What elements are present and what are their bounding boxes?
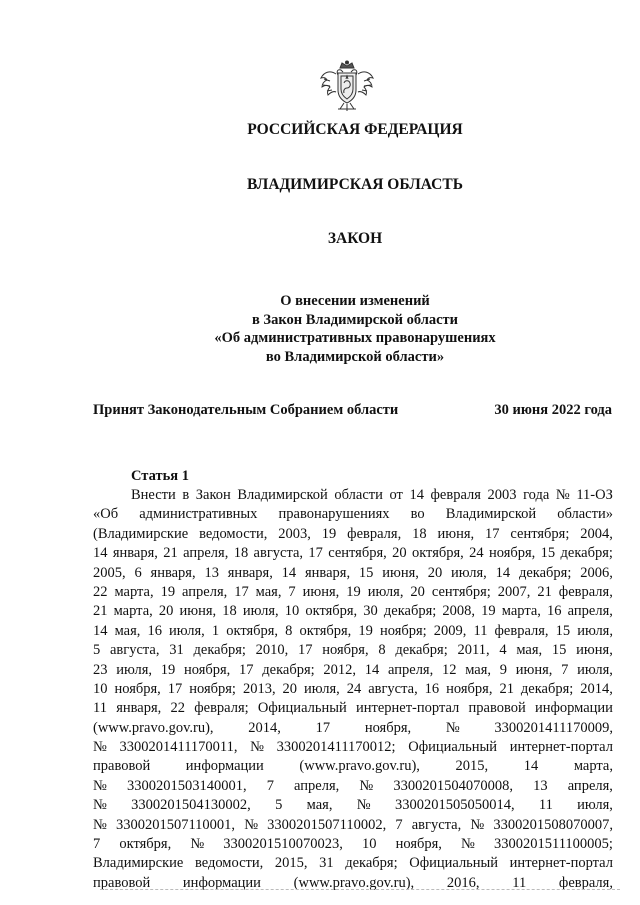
article-text-word: декабря;	[560, 545, 613, 562]
article-text-word: января,	[112, 545, 158, 562]
article-text-word: августа,	[411, 816, 462, 833]
article-text-word: 17	[315, 719, 331, 736]
article-text-word: июля,	[577, 661, 613, 678]
article-text-word: 21	[163, 545, 178, 562]
article-text-word: марта,	[114, 583, 154, 600]
article-text-word: 10	[93, 680, 108, 697]
article-text-word: 2007,	[497, 583, 531, 600]
article-text-line	[93, 680, 613, 699]
article-text-word: 19	[321, 525, 337, 542]
article-text-word: 20	[410, 583, 425, 600]
article-text-word: 18	[412, 525, 427, 542]
article-text-word: (www.pravo.gov.ru),	[93, 719, 214, 736]
article-text-word: правонарушениях	[278, 506, 390, 523]
article-text-word: 15	[540, 545, 556, 562]
article-text-word: ноября,	[488, 545, 536, 562]
article-text-word: мая,	[465, 661, 492, 678]
article-text-word: №	[470, 816, 485, 833]
article-text-word: июля,	[367, 583, 404, 600]
article-text-word: декабря;	[520, 680, 574, 697]
article-text-word: №	[93, 777, 107, 794]
article-heading: Статья 1	[131, 468, 189, 484]
article-text-word: октября,	[226, 622, 279, 639]
article-text-word: 2013,	[242, 680, 276, 697]
article-text-word: 7	[561, 661, 569, 678]
article-text-word: мая,	[306, 797, 333, 814]
article-text-word: ноября;	[189, 680, 236, 697]
article-text-word: №	[93, 797, 107, 814]
law-title-line: во Владимирской области»	[265, 348, 445, 365]
article-text-word: «Об	[93, 506, 119, 523]
article-text-word: 3300201510070023,	[223, 836, 343, 853]
article-text-word: 20	[158, 603, 174, 620]
article-text-word: февраля	[430, 487, 481, 503]
article-text-line	[93, 564, 613, 583]
article-text-word: 2006,	[580, 564, 613, 581]
article-text-word: 17	[234, 583, 249, 600]
article-text-word: 2010,	[255, 642, 289, 659]
article-text-word: 14	[495, 564, 511, 581]
article-text-line	[93, 874, 613, 893]
article-text-word: октября,	[305, 603, 358, 620]
article-text-word: ноября,	[322, 642, 369, 659]
article-text-word: февраля;	[194, 700, 249, 717]
article-text-word: 3300201505050014,	[394, 797, 515, 814]
article-text-word: 21	[537, 583, 552, 600]
article-text-word: июня,	[515, 661, 553, 678]
article-text-line	[93, 661, 613, 680]
article-text-word: во	[410, 506, 425, 523]
article-text-line	[93, 835, 613, 854]
article-text-word: марта,	[573, 758, 613, 775]
article-text-word: октября,	[119, 836, 172, 853]
article-text-word: мая,	[114, 622, 141, 639]
article-text-word: апреля,	[294, 777, 340, 794]
article-text-word: сентября;	[510, 525, 570, 542]
article-text-word: Владимирские	[93, 855, 184, 872]
article-text-word: 14	[364, 661, 380, 678]
article-text-word: 17	[485, 525, 500, 542]
article-text-word: 23	[93, 661, 108, 678]
article-text-word: 19	[481, 603, 496, 620]
article-text-word: 24	[469, 545, 484, 562]
article-text-word: декабря;	[193, 642, 246, 659]
article-text-word: 2011,	[457, 642, 490, 659]
article-text-word: 15	[551, 642, 567, 659]
article-text-word: 11-ОЗ	[576, 487, 613, 503]
article-text-word: Официальный	[409, 855, 499, 872]
article-text-word: 11	[538, 797, 553, 814]
article-text-word: №	[250, 739, 264, 756]
article-text-word: 19	[346, 583, 361, 600]
article-text-word: 2015,	[274, 855, 308, 872]
article-text-word: №	[93, 816, 107, 833]
article-text-word: 7	[288, 583, 296, 600]
article-text-word: июня,	[382, 564, 419, 581]
article-text-line	[93, 757, 613, 776]
adoption-line	[93, 402, 612, 419]
article-text-word: 20	[427, 564, 443, 581]
article-text-word: ноября;	[379, 622, 427, 639]
article-text-word: 3300201411170009,	[494, 719, 613, 736]
article-text-word: октября,	[411, 545, 464, 562]
article-text-word: 2016,	[446, 874, 480, 891]
article-text-word: в	[182, 487, 190, 503]
article-text-word: 4	[499, 642, 507, 659]
article-text-word: 14	[281, 564, 297, 581]
article-text-line	[93, 505, 613, 524]
article-text-word: административных	[139, 506, 258, 523]
article-text-word: июля,	[242, 603, 279, 620]
federation-heading: РОССИЙСКАЯ ФЕДЕРАЦИЯ	[247, 121, 463, 138]
article-text-word: 2015,	[455, 758, 489, 775]
article-text-word: ноября,	[395, 836, 442, 853]
article-text-word: 2008,	[442, 603, 476, 620]
article-text-word: 2003,	[278, 525, 311, 542]
article-text-line	[93, 641, 613, 660]
article-text-word: 21	[499, 680, 514, 697]
article-text-word: 2014,	[580, 680, 613, 697]
article-text-word: 31	[169, 642, 184, 659]
article-text-word: 11	[473, 622, 488, 639]
article-text-word: ведомости,	[199, 525, 268, 542]
article-text-word: области	[334, 487, 383, 503]
article-text-word: 3300201411170012;	[276, 739, 396, 756]
article-text-word: июня,	[302, 583, 340, 600]
article-text-word: правовой	[468, 700, 526, 717]
article-text-word: июля,	[169, 622, 205, 639]
article-text-word: мая,	[255, 583, 282, 600]
article-text-word: 10	[284, 603, 300, 620]
article-text-line	[93, 854, 613, 873]
article-text-word: декабря;	[345, 855, 398, 872]
article-text-word: №	[445, 719, 460, 736]
article-text-word: информации	[185, 758, 264, 775]
article-text-word: 13	[533, 777, 548, 794]
article-text-word: (www.pravo.gov.ru),	[299, 758, 420, 775]
article-text-word: 3300201507110002,	[267, 816, 387, 833]
article-text-word: 17	[308, 545, 323, 562]
article-text-word: 31	[319, 855, 334, 872]
article-text-word: 17	[167, 680, 183, 697]
article-text-word: 2014,	[248, 719, 281, 736]
article-text-word: №	[555, 487, 570, 503]
article-text-line	[93, 816, 613, 835]
article-text-word: 21	[93, 603, 108, 620]
article-text-word: ноября,	[183, 661, 231, 678]
article-text-word: правовой	[93, 874, 151, 891]
article-text-line	[93, 699, 613, 718]
law-heading: ЗАКОН	[327, 230, 383, 247]
article-text-word: 19	[160, 661, 176, 678]
adoption-date: 30 июня 2022 года	[494, 402, 612, 418]
article-text-word: 17	[298, 642, 313, 659]
article-text-word: 11	[93, 700, 107, 717]
article-text-line	[93, 622, 613, 641]
article-text-word: декабря;	[395, 642, 448, 659]
article-text-line	[93, 738, 613, 757]
article-text-word: 24	[346, 680, 362, 697]
article-text-word: 11	[512, 874, 527, 891]
article-text-word: 16	[147, 622, 162, 639]
article-text-word: 6	[134, 564, 142, 581]
article-text-word: №	[93, 739, 107, 756]
article-text-word: 17	[239, 661, 254, 678]
article-text-word: марта,	[113, 603, 153, 620]
article-text-word: 14	[93, 622, 108, 639]
article-text-word: апреля,	[183, 545, 229, 562]
article-text-word: июля,	[577, 622, 613, 639]
article-text-word: апреля,	[182, 583, 228, 600]
region-heading: ВЛАДИМИРСКАЯ ОБЛАСТЬ	[247, 176, 463, 193]
article-text-word: февраля,	[558, 874, 613, 891]
article-text-word: июля,	[116, 661, 152, 678]
article-text-word: ноября,	[446, 680, 493, 697]
article-text-word: января,	[305, 564, 351, 581]
article-text-word: ноября,	[364, 719, 412, 736]
article-text-word: Владимирской	[237, 487, 328, 503]
article-text-word: Официальный	[257, 700, 347, 717]
article-text-word: 30	[363, 603, 378, 620]
adoption-text: Принят Законодательным Собранием области	[93, 402, 399, 418]
article-text-word: июня,	[437, 525, 475, 542]
article-text-line	[93, 583, 613, 602]
article-text-word: 2003	[487, 487, 517, 503]
article-text-word: 16	[424, 680, 440, 697]
article-text-word: года	[523, 487, 550, 503]
article-text-word: 5	[93, 642, 101, 659]
article-text-line	[93, 719, 613, 738]
article-text-word: 15	[358, 564, 374, 581]
article-text-word: ведомости,	[194, 855, 264, 872]
article-text-word: августа,	[253, 545, 304, 562]
article-text-word: февраля,	[494, 622, 549, 639]
article-text-line	[93, 544, 613, 563]
article-text-word: 8	[285, 622, 293, 639]
article-text-word: апреля,	[567, 777, 613, 794]
law-title-line: «Об административных правонарушениях	[214, 330, 496, 346]
article-text-word: января,	[116, 700, 162, 717]
article-text-word: (www.pravo.gov.ru),	[293, 874, 415, 891]
article-text-word: информации	[182, 874, 261, 891]
article-text-word: от	[389, 487, 403, 503]
article-text-word: апреля,	[388, 661, 434, 678]
article-text-word: февраля,	[558, 583, 613, 600]
article-text-line	[93, 602, 613, 621]
article-text-line	[93, 486, 613, 505]
article-text-word: декабря;	[518, 564, 572, 581]
article-text-word: августа,	[368, 680, 418, 697]
article-text-word: июля,	[451, 564, 487, 581]
article-text-word: интернет-портал	[509, 739, 613, 756]
article-text-word: октября,	[299, 622, 352, 639]
article-text-word: 5	[275, 797, 283, 814]
article-text-word: сентября,	[328, 545, 387, 562]
article-text-line	[93, 525, 613, 544]
article-text-word: 2012,	[323, 661, 357, 678]
article-text-word: 3300201411170011,	[119, 739, 238, 756]
article-text-word: 3300201508070007,	[493, 816, 613, 833]
article-text-word: июля,	[577, 797, 613, 814]
article-text-word: 13	[204, 564, 219, 581]
article-body	[93, 486, 613, 893]
article-text-word: 1	[211, 622, 220, 639]
article-text-word: 3300201507110001,	[115, 816, 236, 833]
article-text-word: июня,	[576, 642, 613, 659]
article-text-word: 2009,	[433, 622, 467, 639]
coat-of-arms-emblem	[318, 60, 376, 112]
article-text-word: декабря;	[262, 661, 315, 678]
law-title-line: О внесении изменений	[280, 293, 430, 309]
article-text-word: апреля,	[567, 603, 613, 620]
article-text-word: Закон	[195, 487, 231, 503]
article-text-word: №	[461, 836, 475, 853]
article-text-word: правовой	[93, 758, 151, 775]
article-text-word: 18	[222, 603, 237, 620]
article-text-word: 15	[555, 622, 571, 639]
article-text-word: 14	[93, 545, 108, 562]
article-text-word: июня,	[179, 603, 217, 620]
article-text-word: 7	[395, 816, 403, 833]
article-text-word: 16	[547, 603, 562, 620]
article-text-word: декабря;	[383, 603, 437, 620]
article-text-line	[93, 796, 613, 815]
article-text-word: №	[356, 797, 371, 814]
article-text-word: Внести	[131, 487, 176, 503]
article-text-word: интернет-портал	[509, 855, 613, 872]
article-text-word: 22	[93, 583, 108, 600]
article-text-word: 9	[499, 661, 507, 678]
article-text-word: мая,	[516, 642, 543, 659]
article-text-word: №	[244, 816, 259, 833]
article-text-word: 10	[362, 836, 377, 853]
article-text-word: 3300201511100005;	[494, 836, 613, 853]
article-text-word: 3300201503140001,	[126, 777, 247, 794]
article-text-word: июля,	[304, 680, 340, 697]
page-bottom-divider	[100, 889, 620, 890]
article-text-word: 2005,	[93, 564, 126, 581]
article-text-word: информации	[534, 700, 613, 717]
article-text-word: 2004,	[580, 525, 613, 542]
article-text-word: интернет-портал	[355, 700, 460, 717]
article-text-word: февраля,	[347, 525, 402, 542]
article-text-word: 7	[266, 777, 274, 794]
article-text-word: области»	[557, 506, 613, 523]
article-text-word: 8	[378, 642, 386, 659]
article-text-word: сентября;	[431, 583, 491, 600]
article-text-word: 20	[392, 545, 407, 562]
article-text-word: №	[190, 836, 205, 853]
article-text-word: 12	[441, 661, 457, 678]
article-text-word: 19	[160, 583, 176, 600]
article-text-word: 22	[170, 700, 186, 717]
article-text-word: января,	[150, 564, 196, 581]
article-text-word: 3300201504070008,	[393, 777, 513, 794]
article-text-word: (Владимирские	[93, 525, 189, 542]
law-title	[0, 292, 640, 366]
article-text-word: 14	[409, 487, 424, 503]
law-title-line: в Закон Владимирской области	[251, 311, 459, 328]
article-text-word: Официальный	[408, 739, 498, 756]
article-text-word: 20	[282, 680, 298, 697]
article-text-word: 14	[523, 758, 539, 775]
article-text-word: 19	[358, 622, 373, 639]
article-text-word: 18	[233, 545, 249, 562]
article-text-line	[93, 777, 613, 796]
article-text-word: января,	[227, 564, 273, 581]
article-text-word: марта,	[501, 603, 541, 620]
article-text-word: ноября,	[114, 680, 161, 697]
article-text-word: августа,	[110, 642, 160, 659]
article-text-word: 3300201504130002,	[131, 797, 251, 814]
article-text-word: Владимирской	[445, 506, 537, 523]
article-text-word: №	[359, 777, 374, 794]
article-text-word: 7	[93, 836, 101, 853]
